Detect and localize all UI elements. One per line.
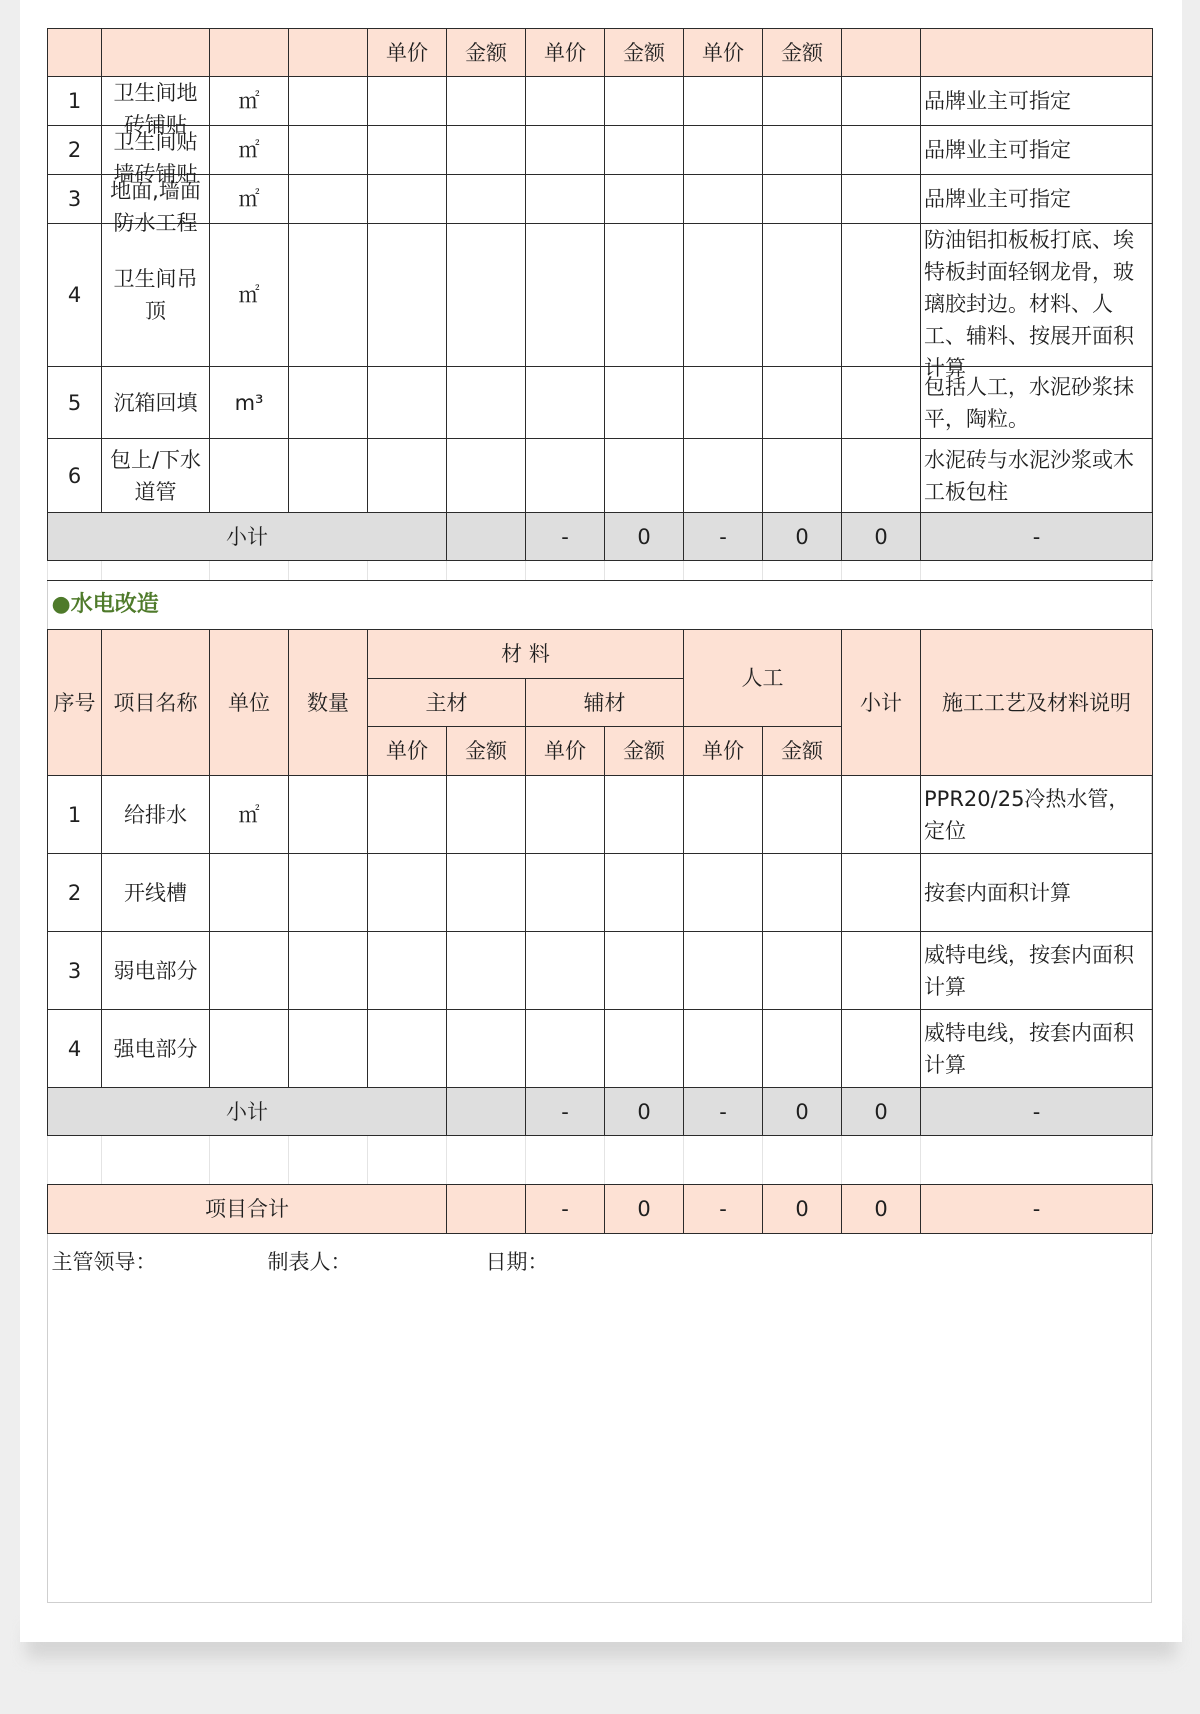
preparer-label: 制表人： bbox=[267, 1249, 352, 1274]
header-cell bbox=[842, 29, 921, 77]
header-note: 施工工艺及材料说明 bbox=[921, 630, 1153, 776]
cell bbox=[526, 932, 605, 1010]
signature-line bbox=[48, 1234, 1153, 1290]
cell bbox=[842, 1010, 921, 1088]
header-cell bbox=[921, 29, 1153, 77]
cell bbox=[605, 1136, 684, 1185]
row-unit: ㎡ bbox=[210, 224, 289, 367]
cell bbox=[447, 776, 526, 854]
quotation-table bbox=[47, 28, 1153, 1290]
cell bbox=[210, 1136, 289, 1185]
spacer-row bbox=[48, 1136, 1153, 1185]
row-unit bbox=[210, 1010, 289, 1088]
table-row bbox=[48, 776, 1153, 854]
cell bbox=[289, 1136, 368, 1185]
cell bbox=[447, 1185, 526, 1234]
table-row bbox=[48, 1010, 1153, 1088]
cell bbox=[842, 77, 921, 126]
cell bbox=[368, 932, 447, 1010]
subtotal-label: 小计 bbox=[48, 513, 447, 561]
cell bbox=[763, 854, 842, 932]
header-aux-price: 单价 bbox=[526, 727, 605, 776]
row-note-text: 防油铝扣板板打底、埃特板封面轻钢龙骨，玻璃胶封边。材料、人工、辅料、按展开面积计算 bbox=[924, 228, 1134, 380]
cell bbox=[684, 439, 763, 513]
row-name: 强电部分 bbox=[102, 1010, 210, 1088]
row-no: 3 bbox=[48, 932, 102, 1010]
subtotal-main-price: - bbox=[526, 1088, 605, 1136]
row-note bbox=[921, 224, 1153, 380]
subtotal-total: 0 bbox=[842, 1088, 921, 1136]
subtotal-row bbox=[48, 513, 1153, 561]
row-note: 按套内面积计算 bbox=[921, 854, 1153, 932]
cell bbox=[842, 561, 921, 581]
cell bbox=[447, 932, 526, 1010]
cell bbox=[526, 224, 605, 367]
row-unit: ㎡ bbox=[210, 77, 289, 126]
row-no: 5 bbox=[48, 367, 102, 439]
cell bbox=[447, 1136, 526, 1185]
cell bbox=[447, 1088, 526, 1136]
row-note: 水泥砖与水泥沙浆或木工板包柱 bbox=[921, 439, 1153, 513]
table-row bbox=[48, 77, 1153, 126]
cell bbox=[763, 367, 842, 439]
header-row-price-amount bbox=[48, 29, 1153, 77]
row-name-text: 卫生间地砖铺贴 bbox=[113, 81, 198, 137]
table-row bbox=[48, 439, 1153, 513]
cell bbox=[368, 126, 447, 175]
cell bbox=[684, 126, 763, 175]
row-no: 1 bbox=[48, 776, 102, 854]
cell bbox=[447, 77, 526, 126]
header-main-price: 单价 bbox=[368, 727, 447, 776]
header-aux-amount: 金额 bbox=[605, 727, 684, 776]
cell bbox=[842, 126, 921, 175]
cell bbox=[526, 561, 605, 581]
cell bbox=[368, 439, 447, 513]
cell bbox=[368, 854, 447, 932]
cell bbox=[447, 854, 526, 932]
header-main-amount: 金额 bbox=[447, 727, 526, 776]
header-cell bbox=[48, 29, 102, 77]
cell bbox=[447, 126, 526, 175]
cell bbox=[526, 776, 605, 854]
table-row bbox=[48, 854, 1153, 932]
cell bbox=[289, 77, 368, 126]
cell bbox=[605, 439, 684, 513]
cell bbox=[605, 77, 684, 126]
row-no: 2 bbox=[48, 126, 102, 175]
cell bbox=[447, 1010, 526, 1088]
cell bbox=[763, 77, 842, 126]
row-note: 品牌业主可指定 bbox=[921, 175, 1153, 224]
cell bbox=[605, 126, 684, 175]
project-total-label: 项目合计 bbox=[48, 1185, 447, 1234]
row-name bbox=[102, 77, 210, 137]
row-name bbox=[102, 175, 210, 235]
row-name: 弱电部分 bbox=[102, 932, 210, 1010]
cell bbox=[447, 439, 526, 513]
cell bbox=[684, 561, 763, 581]
cell bbox=[763, 224, 842, 367]
header-subtotal: 小计 bbox=[842, 630, 921, 776]
header-labor-price: 单价 bbox=[684, 29, 763, 77]
header-aux: 辅材 bbox=[526, 679, 684, 727]
cell bbox=[684, 175, 763, 224]
header-unit: 单位 bbox=[210, 630, 289, 776]
cell bbox=[684, 77, 763, 126]
cell bbox=[526, 439, 605, 513]
cell bbox=[526, 367, 605, 439]
row-unit: m³ bbox=[210, 367, 289, 439]
header-labor: 人工 bbox=[684, 630, 842, 727]
row-unit bbox=[210, 439, 289, 513]
row-name: 卫生间吊顶 bbox=[102, 224, 210, 367]
table-row bbox=[48, 126, 1153, 175]
cell bbox=[526, 175, 605, 224]
cell bbox=[447, 513, 526, 561]
cell bbox=[763, 561, 842, 581]
header-main-amount: 金额 bbox=[447, 29, 526, 77]
cell bbox=[102, 1136, 210, 1185]
table-row bbox=[48, 932, 1153, 1010]
total-labor-price: - bbox=[684, 1185, 763, 1234]
cell bbox=[368, 367, 447, 439]
total-note: - bbox=[921, 1185, 1153, 1234]
cell bbox=[605, 776, 684, 854]
total-main-price: - bbox=[526, 1185, 605, 1234]
header-cell bbox=[102, 29, 210, 77]
cell bbox=[763, 1136, 842, 1185]
header-aux-amount: 金额 bbox=[605, 29, 684, 77]
total-main-amount: 0 bbox=[605, 1185, 684, 1234]
cell bbox=[763, 439, 842, 513]
cell bbox=[289, 1010, 368, 1088]
cell bbox=[605, 224, 684, 367]
row-name: 开线槽 bbox=[102, 854, 210, 932]
cell bbox=[921, 561, 1153, 581]
row-unit bbox=[210, 932, 289, 1010]
row-name-text: 卫生间贴墙砖铺贴 bbox=[113, 130, 198, 186]
cell bbox=[48, 1136, 102, 1185]
cell bbox=[684, 224, 763, 367]
cell bbox=[684, 776, 763, 854]
total-labor-amount: 0 bbox=[763, 1185, 842, 1234]
cell bbox=[763, 776, 842, 854]
cell bbox=[842, 1136, 921, 1185]
cell bbox=[368, 561, 447, 581]
cell bbox=[921, 1136, 1153, 1185]
table-row bbox=[48, 175, 1153, 224]
cell bbox=[289, 224, 368, 367]
cell bbox=[842, 175, 921, 224]
subtotal-labor-amount: 0 bbox=[763, 1088, 842, 1136]
header-no: 序号 bbox=[48, 630, 102, 776]
cell bbox=[842, 367, 921, 439]
header-labor-amount: 金额 bbox=[763, 727, 842, 776]
cell bbox=[289, 561, 368, 581]
cell bbox=[368, 1010, 447, 1088]
subtotal-note: - bbox=[921, 513, 1153, 561]
header-labor-price: 单价 bbox=[684, 727, 763, 776]
cell bbox=[526, 77, 605, 126]
cell bbox=[763, 932, 842, 1010]
subtotal-row bbox=[48, 1088, 1153, 1136]
cell bbox=[526, 1136, 605, 1185]
cell bbox=[289, 776, 368, 854]
row-note: 包括人工，水泥砂浆抹平，陶粒。 bbox=[921, 367, 1153, 439]
cell bbox=[842, 854, 921, 932]
row-note: 威特电线，按套内面积计算 bbox=[921, 1010, 1153, 1088]
cell bbox=[526, 1010, 605, 1088]
row-note: 品牌业主可指定 bbox=[921, 77, 1153, 126]
row-name: 给排水 bbox=[102, 776, 210, 854]
cell bbox=[763, 1010, 842, 1088]
cell bbox=[763, 175, 842, 224]
header-cell bbox=[289, 29, 368, 77]
cell bbox=[447, 367, 526, 439]
row-no: 4 bbox=[48, 224, 102, 367]
row-name: 包上/下水道管 bbox=[102, 439, 210, 513]
row-no: 2 bbox=[48, 854, 102, 932]
row-unit bbox=[210, 854, 289, 932]
cell bbox=[684, 1136, 763, 1185]
row-name: 沉箱回填 bbox=[102, 367, 210, 439]
cell bbox=[289, 854, 368, 932]
cell bbox=[763, 126, 842, 175]
subtotal-labor-amount: 0 bbox=[763, 513, 842, 561]
row-note: 品牌业主可指定 bbox=[921, 126, 1153, 175]
cell bbox=[605, 932, 684, 1010]
project-total-row bbox=[48, 1185, 1153, 1234]
cell bbox=[368, 175, 447, 224]
row-no: 3 bbox=[48, 175, 102, 224]
section-title: ●水电改造 bbox=[51, 592, 159, 617]
row-no: 1 bbox=[48, 77, 102, 126]
supervisor-label: 主管领导： bbox=[51, 1249, 157, 1274]
cell bbox=[368, 77, 447, 126]
cell bbox=[368, 776, 447, 854]
cell bbox=[605, 175, 684, 224]
subtotal-label: 小计 bbox=[48, 1088, 447, 1136]
cell bbox=[526, 126, 605, 175]
cell bbox=[842, 932, 921, 1010]
cell bbox=[842, 224, 921, 367]
cell bbox=[210, 561, 289, 581]
cell bbox=[368, 224, 447, 367]
cell bbox=[289, 367, 368, 439]
cell bbox=[605, 1010, 684, 1088]
cell bbox=[605, 367, 684, 439]
subtotal-total: 0 bbox=[842, 513, 921, 561]
header-material: 材 料 bbox=[368, 630, 684, 679]
date-label: 日期： bbox=[485, 1249, 549, 1274]
header-aux-price: 单价 bbox=[526, 29, 605, 77]
cell bbox=[289, 175, 368, 224]
cell bbox=[447, 561, 526, 581]
cell bbox=[289, 932, 368, 1010]
cell bbox=[447, 175, 526, 224]
row-unit: ㎡ bbox=[210, 776, 289, 854]
row-name bbox=[102, 126, 210, 186]
row-note: PPR20/25冷热水管，定位 bbox=[921, 776, 1153, 854]
header-cell bbox=[210, 29, 289, 77]
cell bbox=[684, 367, 763, 439]
header-qty: 数量 bbox=[289, 630, 368, 776]
row-unit: ㎡ bbox=[210, 175, 289, 224]
header-name: 项目名称 bbox=[102, 630, 210, 776]
cell bbox=[102, 561, 210, 581]
cell bbox=[842, 776, 921, 854]
total-total: 0 bbox=[842, 1185, 921, 1234]
cell bbox=[289, 439, 368, 513]
signature-row bbox=[48, 1234, 1153, 1290]
row-note: 威特电线，按套内面积计算 bbox=[921, 932, 1153, 1010]
header-main-price: 单价 bbox=[368, 29, 447, 77]
table-row bbox=[48, 367, 1153, 439]
subtotal-labor-price: - bbox=[684, 513, 763, 561]
row-no: 4 bbox=[48, 1010, 102, 1088]
header-labor-amount: 金额 bbox=[763, 29, 842, 77]
cell bbox=[526, 854, 605, 932]
cell bbox=[842, 439, 921, 513]
section-title-row bbox=[48, 581, 1153, 630]
subtotal-labor-price: - bbox=[684, 1088, 763, 1136]
cell bbox=[684, 1010, 763, 1088]
cell bbox=[289, 126, 368, 175]
header-row bbox=[48, 630, 1153, 679]
spacer-row bbox=[48, 561, 1153, 581]
row-unit: ㎡ bbox=[210, 126, 289, 175]
subtotal-main-amount: 0 bbox=[605, 1088, 684, 1136]
cell bbox=[447, 224, 526, 367]
row-no: 6 bbox=[48, 439, 102, 513]
subtotal-main-amount: 0 bbox=[605, 513, 684, 561]
cell bbox=[605, 561, 684, 581]
table-row bbox=[48, 224, 1153, 367]
header-main: 主材 bbox=[368, 679, 526, 727]
row-name-text: 地面,墙面防水工程 bbox=[110, 179, 201, 235]
cell bbox=[48, 561, 102, 581]
cell bbox=[684, 854, 763, 932]
subtotal-note: - bbox=[921, 1088, 1153, 1136]
subtotal-main-price: - bbox=[526, 513, 605, 561]
cell bbox=[368, 1136, 447, 1185]
cell bbox=[605, 854, 684, 932]
cell bbox=[684, 932, 763, 1010]
